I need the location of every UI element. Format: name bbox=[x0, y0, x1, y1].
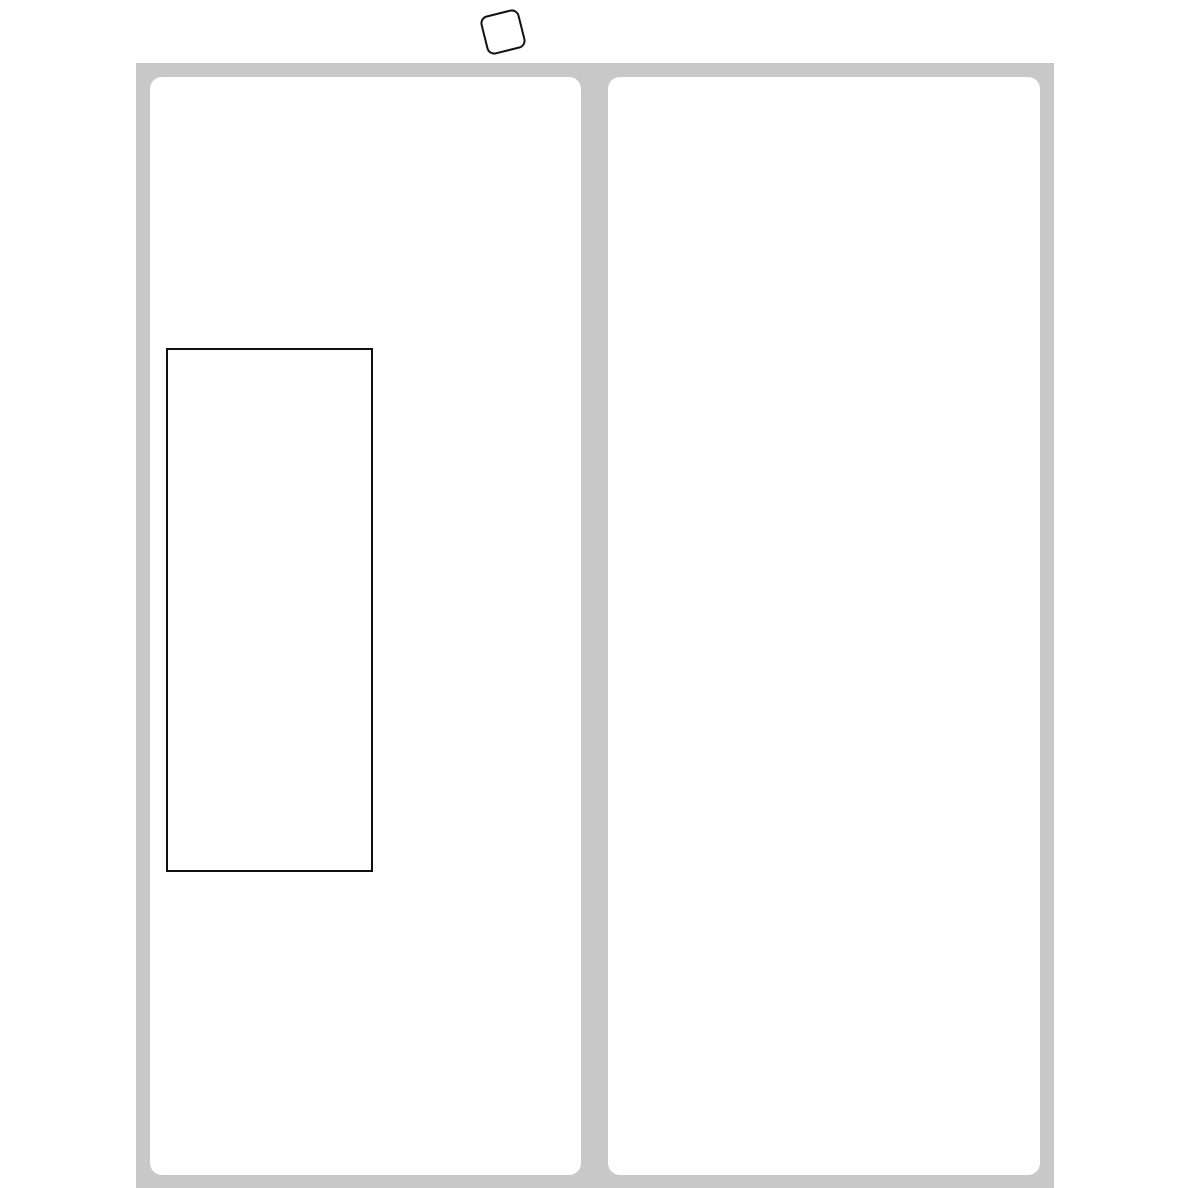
scorecard-table bbox=[166, 348, 373, 872]
space-mission-logo bbox=[198, 6, 376, 62]
die-icon bbox=[479, 8, 527, 56]
shake-it-up-logo bbox=[377, 12, 567, 58]
right-panel bbox=[608, 77, 1040, 1175]
page-header bbox=[0, 0, 1188, 62]
